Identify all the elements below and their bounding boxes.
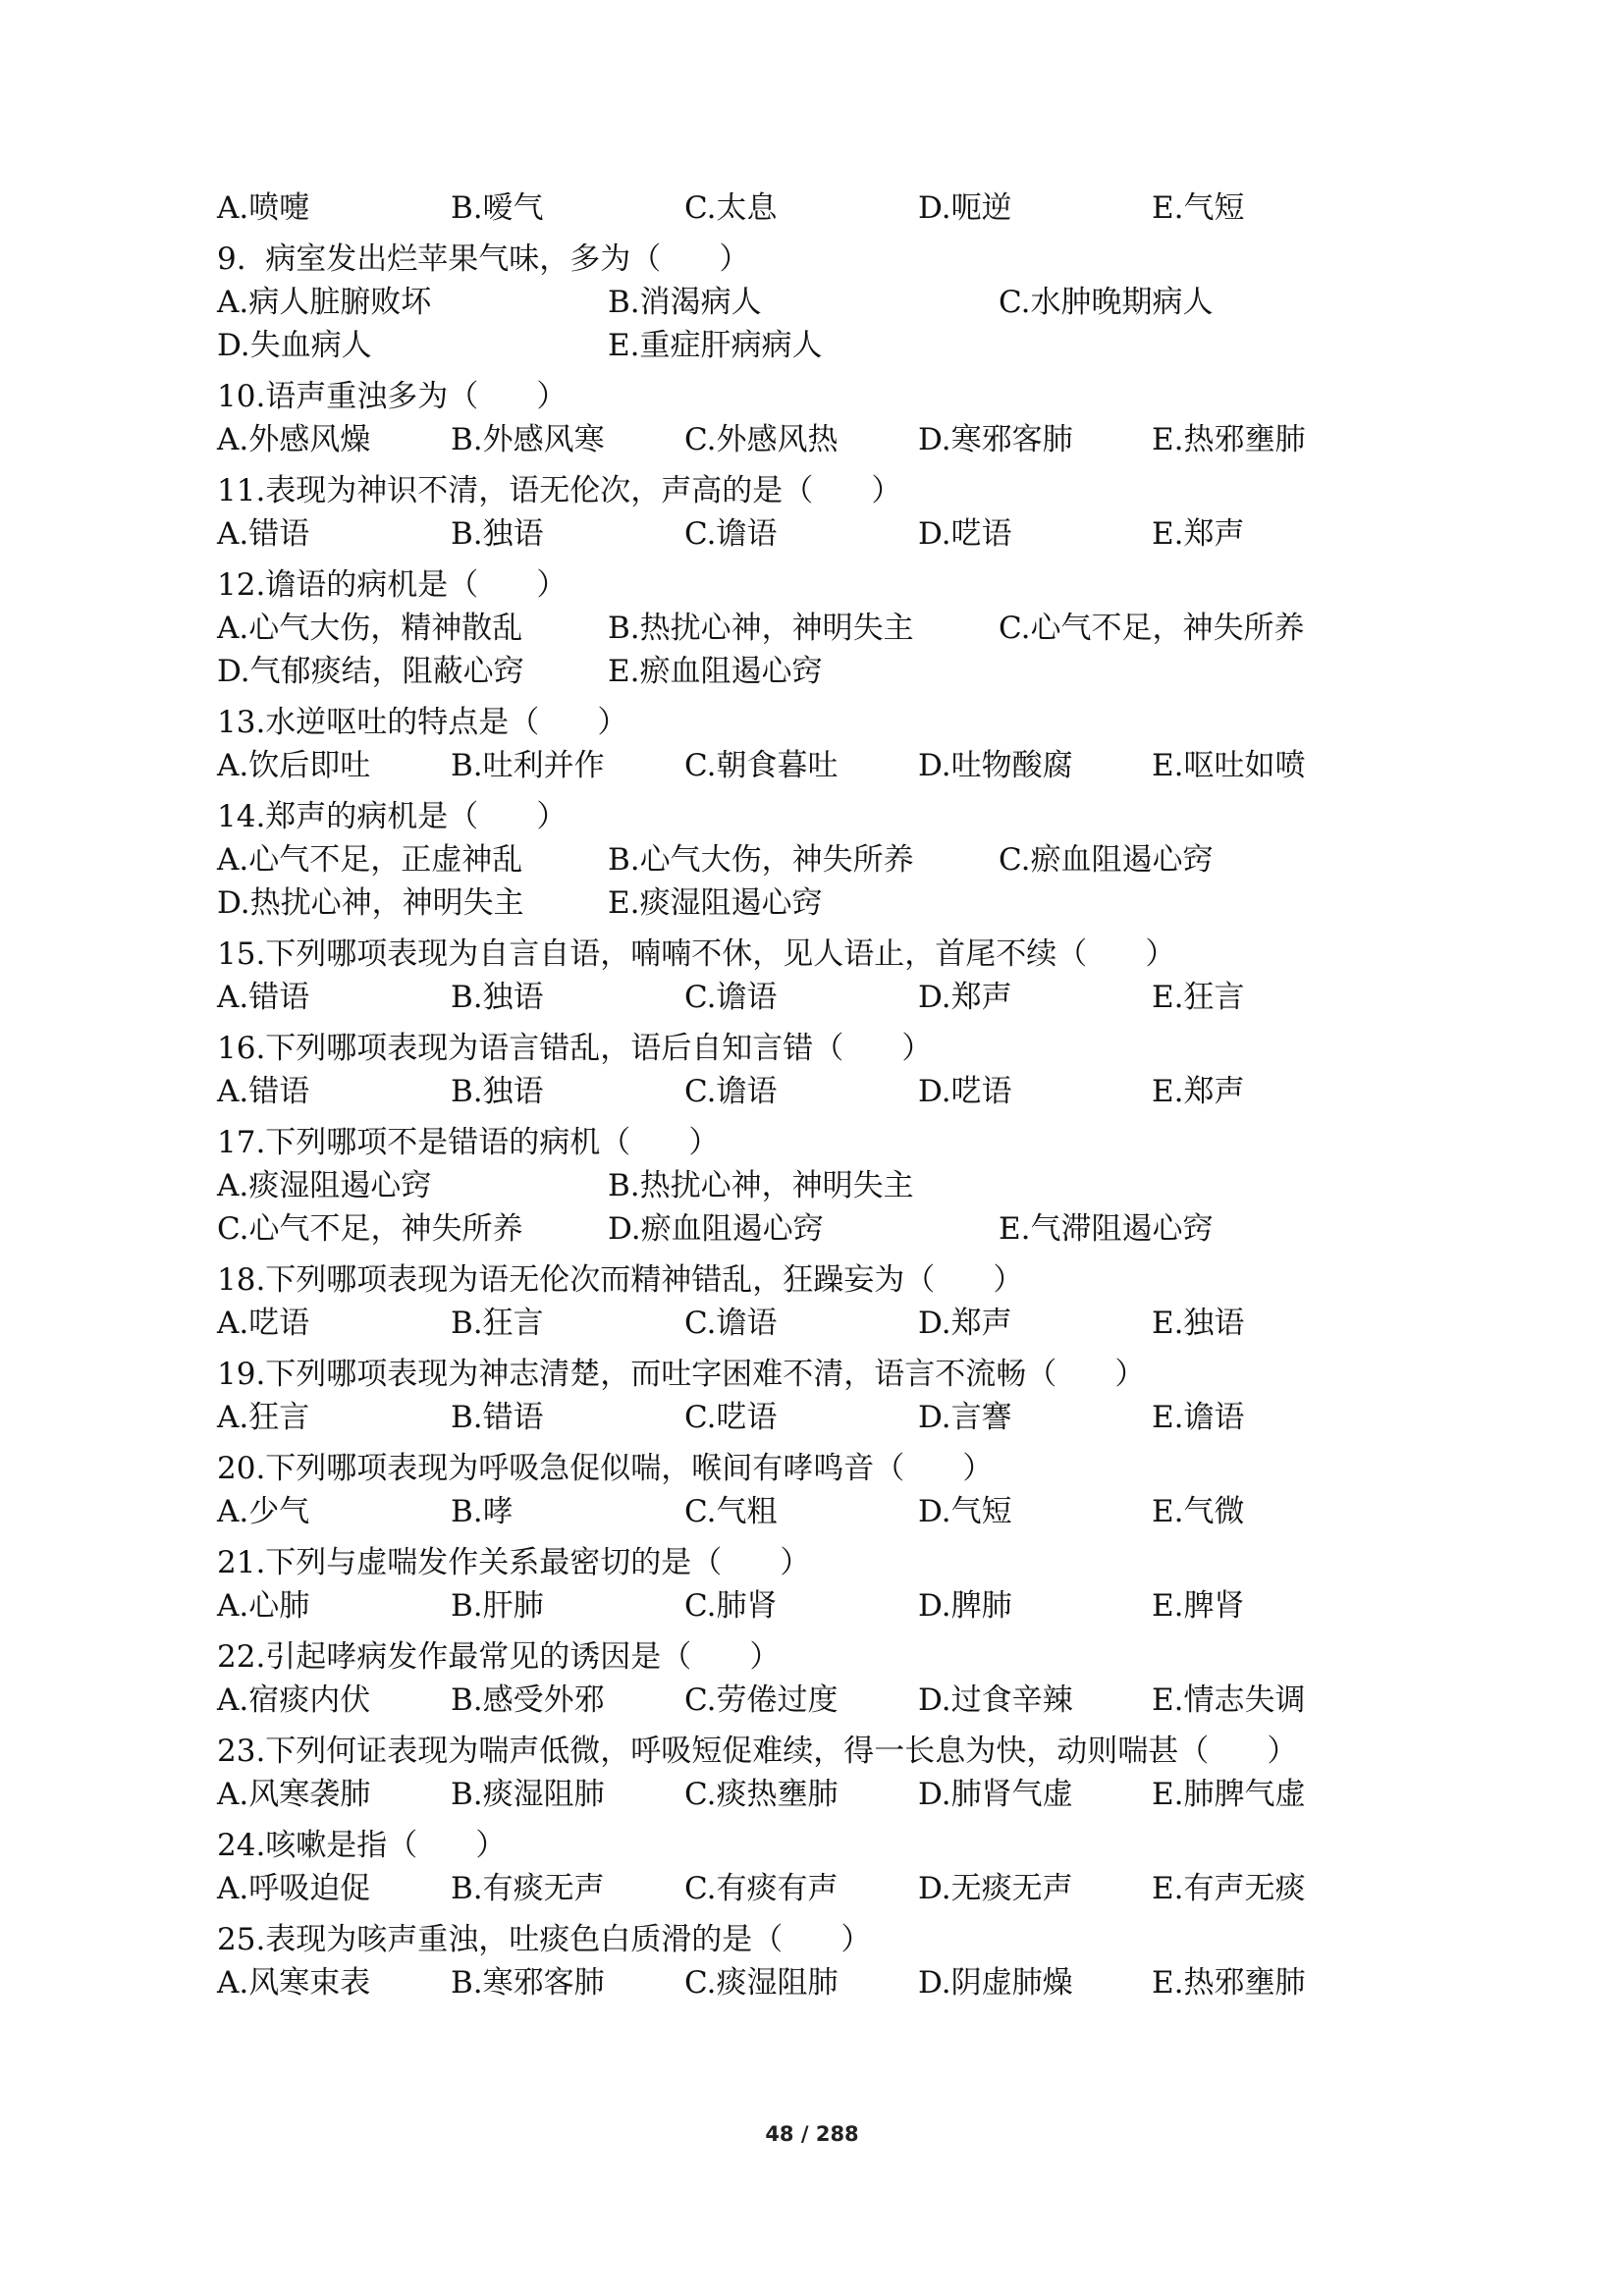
option-row	[217, 1584, 1435, 1628]
option: E.气微	[1152, 1494, 1245, 1529]
option: A.呓语	[217, 1306, 310, 1341]
option: B.消渴病人	[608, 285, 762, 320]
option-row	[217, 1867, 1435, 1910]
option: D.吐物酸腐	[918, 748, 1073, 783]
option: C.朝食暮吐	[684, 748, 839, 783]
option: C.呓语	[684, 1400, 778, 1435]
option: B.独语	[451, 1074, 544, 1109]
option: A.风寒束表	[217, 1965, 371, 2001]
question-block	[217, 1258, 1435, 1345]
option: A.喷嚏	[217, 190, 310, 226]
option: B.独语	[451, 516, 544, 552]
option: E.瘀血阻遏心窍	[608, 654, 823, 689]
question-stem: 22.引起哮病发作最常见的诱因是（ ）	[217, 1639, 781, 1675]
option: B.心气大伤，神失所养	[608, 842, 914, 878]
option-row	[217, 881, 1435, 925]
option-row	[217, 1396, 1435, 1439]
option: B.狂言	[451, 1306, 544, 1341]
question-block	[217, 1635, 1435, 1722]
option: B.哮	[451, 1494, 514, 1529]
option: B.吐利并作	[451, 748, 605, 783]
option: D.脾肺	[918, 1588, 1012, 1624]
question-block	[217, 1447, 1435, 1533]
option: B.错语	[451, 1400, 544, 1435]
question-stem: 10.语声重浊多为（ ）	[217, 379, 568, 414]
question-block	[217, 1730, 1435, 1816]
option: B.独语	[451, 980, 544, 1015]
option-row	[217, 1164, 1435, 1207]
option: C.心气不足，神失所养	[999, 611, 1305, 646]
option: C.水肿晚期病人	[999, 285, 1214, 320]
option: E.谵语	[1152, 1400, 1245, 1435]
option: C.劳倦过度	[684, 1682, 839, 1718]
question-stem: 24.咳嗽是指（ ）	[217, 1828, 507, 1863]
option: D.瘀血阻遏心窍	[608, 1211, 824, 1247]
option: A.呼吸迫促	[217, 1871, 371, 1906]
question-stem: 16.下列哪项表现为语言错乱，语后自知言错（ ）	[217, 1031, 933, 1066]
question-stem: 17.下列哪项不是错语的病机（ ）	[217, 1125, 720, 1160]
option: A.饮后即吐	[217, 748, 371, 783]
option: E.气短	[1152, 190, 1245, 226]
option-row	[217, 1207, 1435, 1251]
option: D.无痰无声	[918, 1871, 1073, 1906]
option: D.呃逆	[918, 190, 1012, 226]
question-stem: 21.下列与虚喘发作关系最密切的是（ ）	[217, 1545, 811, 1580]
option: B.热扰心神，神明失主	[608, 611, 914, 646]
question-block	[217, 469, 1435, 556]
question-stem: 13.水逆呕吐的特点是（ ）	[217, 705, 628, 740]
option: B.痰湿阻肺	[451, 1777, 605, 1812]
option: E.狂言	[1152, 980, 1245, 1015]
option: C.谵语	[684, 980, 778, 1015]
option: E.热邪壅肺	[1152, 422, 1306, 457]
option: D.过食辛辣	[918, 1682, 1073, 1718]
option: A.风寒袭肺	[217, 1777, 371, 1812]
option: E.郑声	[1152, 1074, 1245, 1109]
question-block	[217, 238, 1435, 367]
option: D.热扰心神，神明失主	[217, 885, 524, 921]
option-row	[217, 1302, 1435, 1345]
option-row	[217, 1679, 1435, 1722]
option: A.外感风燥	[217, 422, 371, 457]
question-block	[217, 1824, 1435, 1910]
option: B.寒邪客肺	[451, 1965, 605, 2001]
option: C.谵语	[684, 516, 778, 552]
option-row	[217, 324, 1435, 367]
option: B.肝肺	[451, 1588, 544, 1624]
question-stem: 23.下列何证表现为喘声低微，呼吸短促难续，得一长息为快，动则喘甚（ ）	[217, 1734, 1298, 1769]
question-block	[217, 933, 1435, 1019]
question-block	[217, 375, 1435, 461]
option-row	[217, 187, 1435, 230]
option: A.心气不足，正虚神乱	[217, 842, 523, 878]
option: C.太息	[684, 190, 778, 226]
option: D.寒邪客肺	[918, 422, 1073, 457]
option: C.外感风热	[684, 422, 839, 457]
option: E.呕吐如喷	[1152, 748, 1306, 783]
question-stem: 11.表现为神识不清，语无伦次，声高的是（ ）	[217, 473, 902, 508]
option-row	[217, 512, 1435, 556]
option: B.嗳气	[451, 190, 544, 226]
option-row	[217, 1070, 1435, 1113]
option: A.心气大伤，精神散乱	[217, 611, 523, 646]
option: C.有痰有声	[684, 1871, 839, 1906]
option: A.痰湿阻遏心窍	[217, 1168, 432, 1203]
option: E.脾肾	[1152, 1588, 1245, 1624]
option: E.郑声	[1152, 516, 1245, 552]
option: C.瘀血阻遏心窍	[999, 842, 1214, 878]
option: A.少气	[217, 1494, 310, 1529]
option: C.痰热壅肺	[684, 1777, 839, 1812]
option: C.气粗	[684, 1494, 778, 1529]
option-row	[217, 1773, 1435, 1816]
option: B.感受外邪	[451, 1682, 605, 1718]
question-stem: 15.下列哪项表现为自言自语，喃喃不休，见人语止，首尾不续（ ）	[217, 936, 1176, 972]
option: D.气短	[918, 1494, 1012, 1529]
option: D.呓语	[918, 1074, 1012, 1109]
question-stem: 25.表现为咳声重浊，吐痰色白质滑的是（ ）	[217, 1922, 872, 1957]
option-row	[217, 418, 1435, 461]
question-stem: 9. 病室发出烂苹果气味，多为（ ）	[217, 241, 750, 277]
option: C.谵语	[684, 1306, 778, 1341]
question-stem: 18.下列哪项表现为语无伦次而精神错乱，狂躁妄为（ ）	[217, 1262, 1024, 1298]
question-block	[217, 795, 1435, 925]
question-block	[217, 1027, 1435, 1113]
option-row	[217, 744, 1435, 787]
option-row	[217, 1961, 1435, 2004]
question-block	[217, 563, 1435, 693]
page-number: 48 / 288	[765, 2122, 859, 2146]
option: A.错语	[217, 980, 310, 1015]
question-stem: 19.下列哪项表现为神志清楚，而吐字困难不清，语言不流畅（ ）	[217, 1357, 1146, 1392]
option: D.呓语	[918, 516, 1012, 552]
option: A.心肺	[217, 1588, 310, 1624]
option: A.错语	[217, 1074, 310, 1109]
question-stem: 14.郑声的病机是（ ）	[217, 799, 568, 834]
option: E.肺脾气虚	[1152, 1777, 1306, 1812]
option: B.外感风寒	[451, 422, 605, 457]
option: E.气滞阻遏心窍	[999, 1211, 1214, 1247]
option: E.独语	[1152, 1306, 1245, 1341]
option: C.心气不足，神失所养	[217, 1211, 523, 1247]
option: E.痰湿阻遏心窍	[608, 885, 823, 921]
option: D.阴虚肺燥	[918, 1965, 1073, 2001]
option: D.郑声	[918, 980, 1012, 1015]
option-row	[217, 838, 1435, 881]
option-row	[217, 281, 1435, 324]
option: A.宿痰内伏	[217, 1682, 371, 1718]
option: C.谵语	[684, 1074, 778, 1109]
option: A.狂言	[217, 1400, 310, 1435]
option: A.病人脏腑败坏	[217, 285, 432, 320]
option: B.有痰无声	[451, 1871, 605, 1906]
option: D.失血病人	[217, 328, 372, 363]
option: C.肺肾	[684, 1588, 778, 1624]
question-list	[217, 185, 1435, 2004]
option: B.热扰心神，神明失主	[608, 1168, 914, 1203]
question-block	[217, 1918, 1435, 2004]
question-block	[217, 1121, 1435, 1251]
option-row	[217, 1490, 1435, 1533]
option-row	[217, 650, 1435, 693]
question-stem: 20.下列哪项表现为呼吸急促似喘，喉间有哮鸣音（ ）	[217, 1451, 994, 1486]
question-block	[217, 1353, 1435, 1439]
option: D.肺肾气虚	[918, 1777, 1073, 1812]
option: A.错语	[217, 516, 310, 552]
question-stem: 12.谵语的病机是（ ）	[217, 567, 568, 603]
option-row	[217, 607, 1435, 650]
option: E.热邪壅肺	[1152, 1965, 1306, 2001]
option: E.有声无痰	[1152, 1871, 1306, 1906]
option: E.情志失调	[1152, 1682, 1306, 1718]
question-block	[217, 1541, 1435, 1628]
option: C.痰湿阻肺	[684, 1965, 839, 2001]
option-row	[217, 976, 1435, 1019]
option: E.重症肝病病人	[608, 328, 823, 363]
question-block	[217, 701, 1435, 787]
option: D.言謇	[918, 1400, 1012, 1435]
option: D.气郁痰结，阻蔽心窍	[217, 654, 524, 689]
option: D.郑声	[918, 1306, 1012, 1341]
